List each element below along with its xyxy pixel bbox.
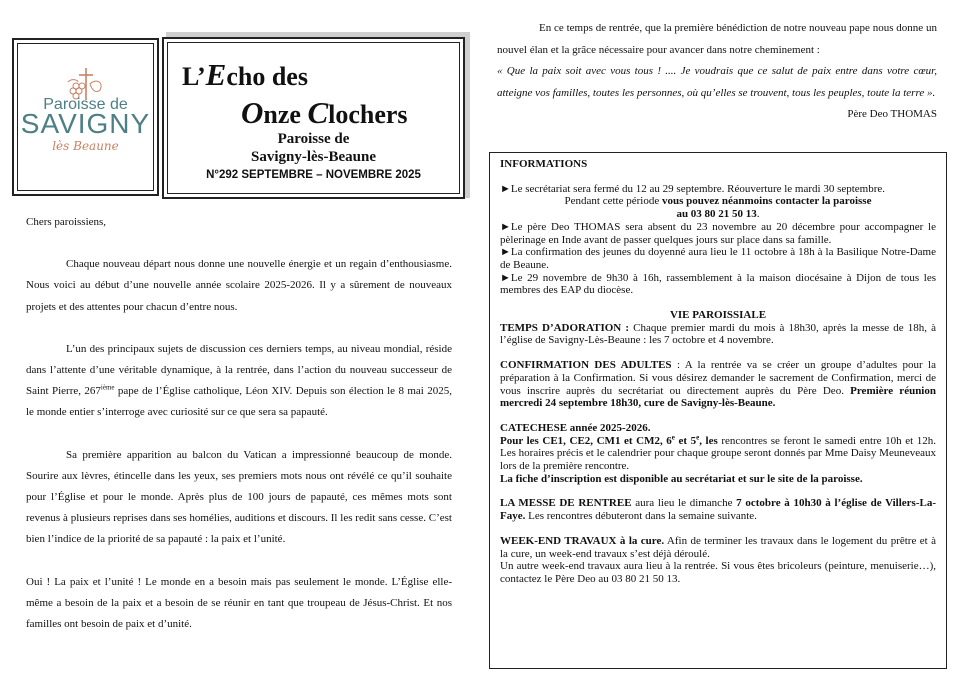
letter-paragraph-5: En ce temps de rentrée, que la première bénédiction de notre nouveau pape nous donne un nouvel élan et la grâce nécessaire pour avancer dans notre cheminement : xyxy=(497,22,937,56)
catechese-sup-2: e xyxy=(696,433,700,441)
title-initial-c: C xyxy=(307,95,329,130)
letter-paragraph-3: Sa première apparition au balcon du Vatican a impressionné beaucoup de monde. Sourire aux lèvres, étincelle dans les yeux, ses premiers mots nous ont révélé ce qu’il souhaite pour l’Église et pour le monde. Après plus de 100 jours de papauté, ces mêmes mots sont revenus à plusieurs reprises dans ses homélies, auditions et discours. Il les redit sans cesse. C’est bien l’indice de la priorité de sa papauté : la paix et l’unité. xyxy=(26,448,452,546)
masthead-parish-line2: Savigny-lès-Beaune xyxy=(250,149,376,165)
info-contact-bold: vous pouvez néanmoins contacter la paroisse xyxy=(661,195,872,208)
masthead-title-line1 xyxy=(182,57,308,93)
masthead-issue-number: N°292 SEPTEMBRE – NOVEMBRE 2025 xyxy=(206,169,421,181)
info-item-secretariat: ►Le secrétariat sera fermé du 12 au 29 septembre. Réouverture le mardi 30 septembre. xyxy=(500,182,886,195)
catechese-text: rencontres se feront le samedi entre 10h et 12h. Les horaires précis et le calendrier pour chaque groupe seront donnés par Mme Daisy Meuneveaux lors de la première rencontre. xyxy=(500,434,936,473)
catechese-classes-3: , les xyxy=(699,434,718,447)
logo-text-paroisse: Paroisse de xyxy=(43,96,128,113)
title-cho-des: cho des xyxy=(226,62,308,91)
weekend-label: WEEK-END TRAVAUX à la cure. xyxy=(500,534,665,547)
vie-weekend-travaux-2: Un autre week-end travaux aura lieu à la rentrée. Si vous êtes bricoleurs (peinture, menuiserie…), contactez le Père Deo au 03 80 21 50 13. xyxy=(500,560,936,585)
letter-paragraph-2-part-b: pape de l’Église catholique, Léon XIV. Depuis son élection le 8 mai 2025, le monde entier s’interroge avec curiosité sur ce que sera sa papauté. xyxy=(26,385,452,419)
vie-catechese-inscription: La fiche d’inscription est disponible au secrétariat et sur le site de la paroisse. xyxy=(500,472,863,485)
vie-weekend-travaux xyxy=(500,535,936,560)
messe-label: LA MESSE DE RENTREE xyxy=(500,497,632,510)
informations-heading: INFORMATIONS xyxy=(500,158,588,170)
catechese-classes-1: Pour les CE1, CE2, CM1 et CM2, 6 xyxy=(500,434,672,447)
masthead-inner-frame xyxy=(167,42,460,194)
confirmation-text: : A la rentrée va se créer un groupe d’adultes pour la préparation à la Confirmation. Si vous désirez demander le sacrement de Confirmation, merci de vous inscrire auprès du secrétariat ou directement auprès du Père Deo. xyxy=(500,359,936,397)
letter-paragraph-4: Oui ! La paix et l’unité ! Le monde en a besoin mais pas seulement le monde. L’Église elle-même a besoin de la paix et a besoin de se réunir en tant que troupeau de Jésus-Christ. Et nos familles ont besoin de paix et d’unité. xyxy=(26,575,452,631)
info-item-secretariat-contact xyxy=(500,195,936,208)
adoration-label: TEMPS D’ADORATION : xyxy=(500,321,630,334)
title-initial-e: E xyxy=(205,57,227,92)
masthead-parish-line1: Paroisse de xyxy=(277,131,350,147)
info-item-rassemblement-eap: ►Le 29 novembre de 9h30 à 16h, rassemblement à la maison diocésaine à Dijon de tous les membres des EAP du diocèse. xyxy=(500,271,936,297)
letter-paragraph-1: Chaque nouveau départ nous donne une nouvelle énergie et un regain d’enthousiasme. Nous voici au début d’une nouvelle année scolaire 2025-2026. Il y a sûrement de nouveaux projets et des attentes pour chacun d’entre nous. xyxy=(26,258,452,313)
letter-signature: Père Deo THOMAS xyxy=(847,108,937,120)
logo-text-savigny: SAVIGNY xyxy=(20,108,151,139)
letter-greeting: Chers paroissiens, xyxy=(26,216,107,228)
title-nze: nze xyxy=(263,100,308,129)
info-item-confirmation-jeunes: ►La confirmation des jeunes du doyenné aura lieu le 11 octobre à 18h à la Basilique Notre-Dame de Beaune. xyxy=(500,246,936,271)
title-initial-o: O xyxy=(241,95,264,130)
vie-catechese xyxy=(500,435,936,473)
editorial-letter-continued xyxy=(497,18,937,126)
catechese-sup-1: e xyxy=(671,433,675,441)
parish-logo xyxy=(12,38,159,196)
letter-paragraph-2 xyxy=(26,339,452,424)
masthead-title-line2 xyxy=(241,95,408,131)
confirmation-label: CONFIRMATION DES ADULTES xyxy=(500,359,672,372)
letter-paragraph-2-part-a: L’un des principaux sujets de discussion ces derniers temps, au niveau mondial, réside dans l’attente d’une véritable dynamique, à la rentrée, dans l’action du nouveau successeur de Saint Pierre, 267 xyxy=(26,342,452,398)
adoration-text: Chaque premier mardi du mois à 18h30, après la messe de 18h, à l’église de Savigny-Lès-Beaune : les 7 octobre et 4 novembre. xyxy=(500,321,936,347)
editorial-letter xyxy=(26,212,452,635)
info-contact-prefix: Pendant cette période xyxy=(564,195,662,208)
vie-messe-rentree xyxy=(500,497,936,522)
vie-catechese-heading: CATECHESE année 2025-2026. xyxy=(500,421,651,434)
informations-box xyxy=(489,152,947,669)
informations-content xyxy=(500,158,936,586)
info-phone-number: au 03 80 21 50 13 xyxy=(676,208,757,221)
vie-confirmation-adultes xyxy=(500,359,936,410)
messe-text-1: aura lieu le dimanche xyxy=(631,497,737,510)
info-item-secretariat-phone xyxy=(500,208,936,221)
info-item-absence: ►Le père Deo THOMAS sera absent du 23 novembre au 20 décembre pour accompagner le pèlerinage en Inde avant de passer quelques jours sur place dans sa famille. xyxy=(500,220,936,246)
catechese-classes-2: et 5 xyxy=(674,434,697,447)
info-phone-period: . xyxy=(756,208,760,221)
title-lochers: lochers xyxy=(328,100,408,129)
letter-superscript-ieme: ième xyxy=(100,383,115,392)
pope-quote: « Que la paix soit avec vous tous ! .... Je voudrais que ce salut de paix entre dans votre cœur, atteigne vos familles, toutes les personnes, où qu’elles se trouvent, tous les peuples, toute la terre ». xyxy=(497,65,937,99)
messe-date-place: 7 octobre à 10h30 à l’église de Villers-La-Faye. xyxy=(500,497,936,523)
vie-paroissiale-heading: VIE PAROISSIALE xyxy=(669,309,767,322)
logo-text-les-beaune: lès Beaune xyxy=(52,139,119,153)
messe-text-2: Les rencontres débuteront dans la semaine suivante. xyxy=(525,510,757,523)
title-l: L’ xyxy=(182,62,206,91)
weekend-text-1: Afin de terminer les travaux dans le logement du prêtre et à la cure, un week-end travaux s’est déjà déroulé. xyxy=(500,534,936,560)
vie-adoration xyxy=(500,322,936,347)
logo-inner-frame xyxy=(17,43,154,191)
masthead xyxy=(162,37,465,199)
confirmation-meeting: Première réunion mercredi 24 septembre 18h30, cure de Savigny-lès-Beaune. xyxy=(500,384,936,410)
